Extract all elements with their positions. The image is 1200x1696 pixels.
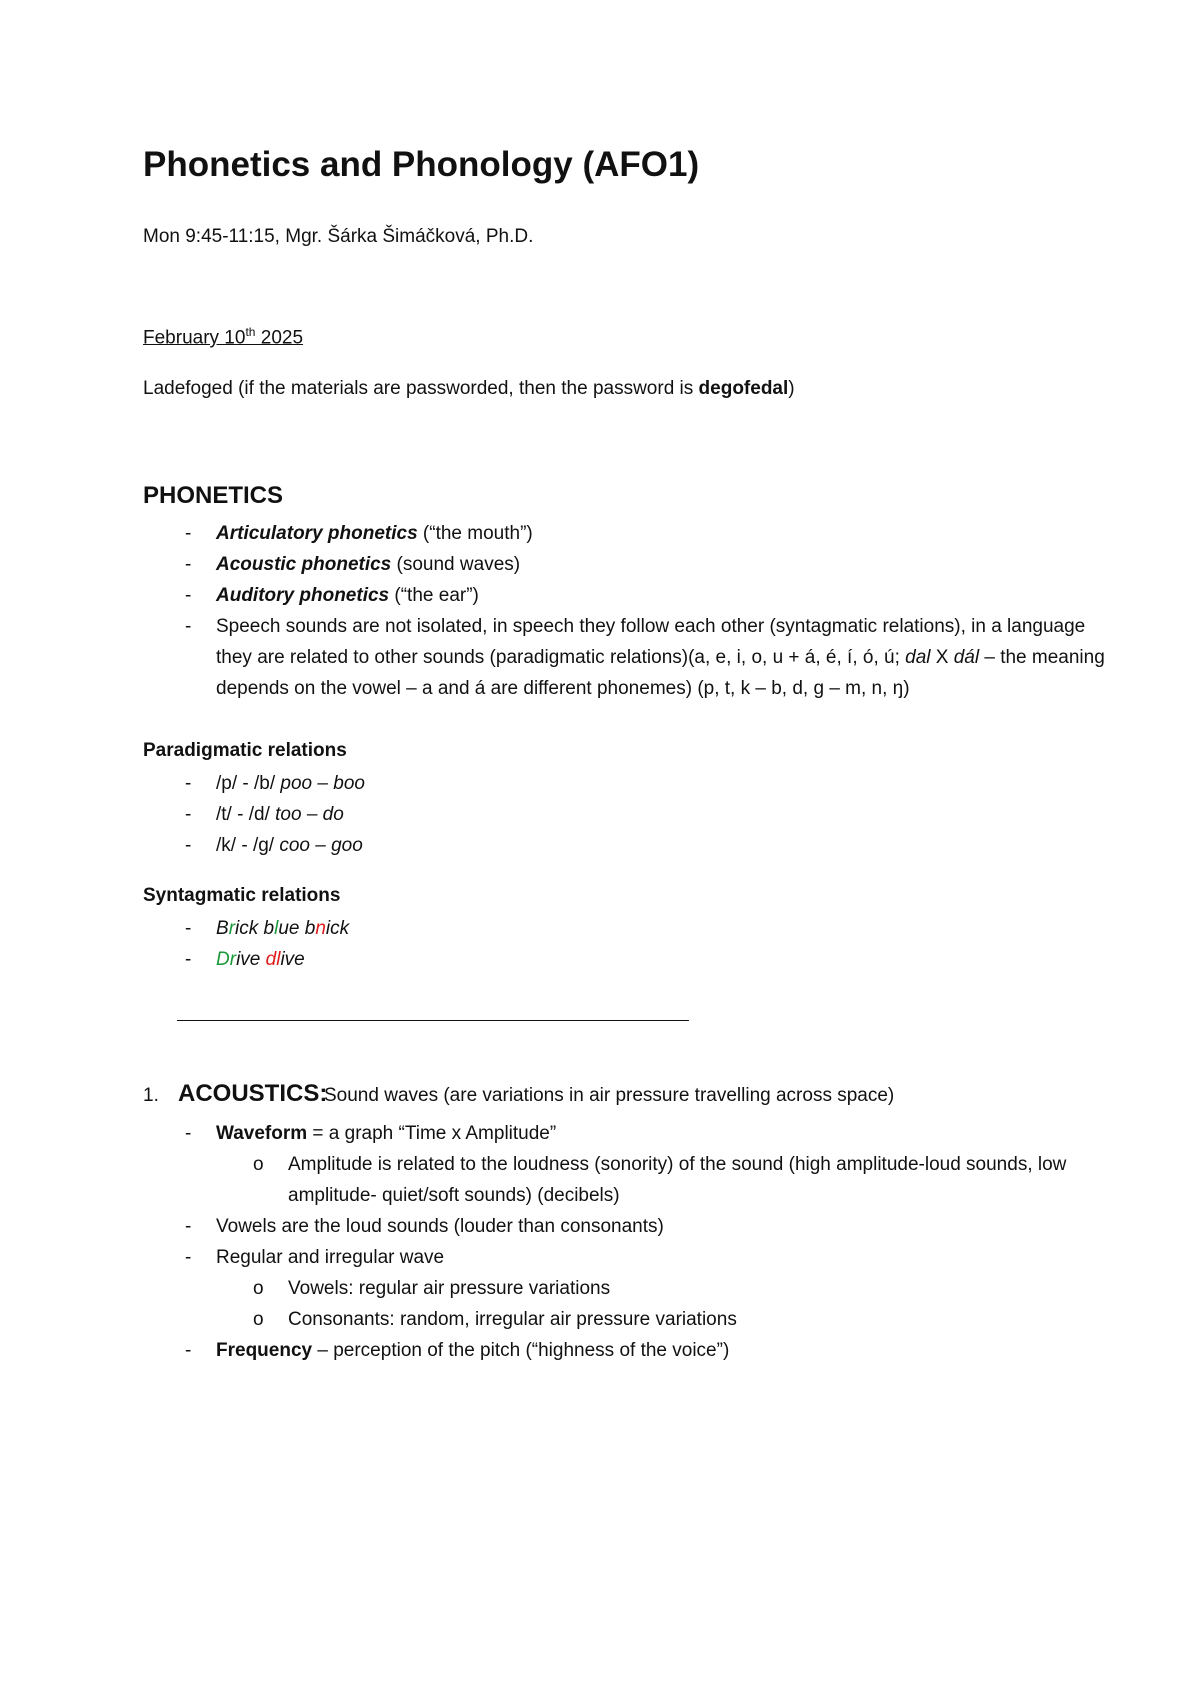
list-item: - Acoustic phonetics (sound waves) — [185, 554, 521, 575]
word-segment: ue — [278, 918, 305, 939]
lecture-date: February 10th 2025 — [143, 325, 304, 349]
list-item: - Brick blue bnick — [185, 918, 350, 939]
brick-blue-brick — [216, 918, 349, 939]
word-segment: d — [265, 949, 277, 970]
phonetics-list — [143, 518, 1121, 704]
acoustics-heading: ACOUSTICS: — [178, 1080, 328, 1107]
word-segment: n — [315, 918, 326, 939]
list-item: - Auditory phonetics (“the ear”) — [185, 585, 479, 606]
acoustics-list — [143, 1118, 1118, 1366]
sub-list-item: o Amplitude is related to the loudness (sonority) of the sound (high amplitude-loud sounds, low amplitude- quiet/soft sounds) (decibels) — [253, 1154, 1067, 1206]
word-segment: l — [274, 918, 279, 939]
paradigmatic-list — [143, 768, 365, 861]
word-segment: B — [216, 918, 229, 939]
list-item: - /t/ - /d/ too – do — [185, 804, 344, 825]
drive-dlive — [216, 949, 305, 970]
word-segment: r — [229, 949, 237, 970]
word-segment: r — [228, 918, 236, 939]
page-title: Phonetics and Phonology (AFO1) — [143, 145, 700, 184]
phonetics-heading: PHONETICS — [143, 482, 284, 509]
word-segment: b — [263, 918, 275, 939]
acoustics-definition: Sound waves (are variations in air pressure travelling across space) — [324, 1085, 895, 1106]
list-item: - /p/ - /b/ poo – boo — [185, 773, 365, 794]
paradigmatic-label: Paradigmatic relations — [143, 740, 347, 761]
list-item: - Drive dlive — [185, 949, 305, 970]
word-segment: D — [216, 949, 230, 970]
word-segment: ive — [280, 949, 305, 970]
word-segment: ive — [236, 949, 266, 970]
list-item: - Articulatory phonetics (“the mouth”) — [185, 523, 533, 544]
list-item: - /k/ - /g/ coo – goo — [185, 835, 363, 856]
word-segment: l — [276, 949, 281, 970]
list-item: - Waveform = a graph “Time x Amplitude” — [185, 1123, 557, 1144]
word-segment: ick — [325, 918, 350, 939]
syntagmatic-list — [143, 913, 349, 975]
word-segment: b — [304, 918, 316, 939]
word-segment: ick — [235, 918, 264, 939]
list-item: - Vowels are the loud sounds (louder than consonants) — [185, 1216, 664, 1237]
list-item: - Frequency – perception of the pitch (“highness of the voice”) — [185, 1340, 730, 1361]
list-item: - Regular and irregular wave — [185, 1247, 445, 1268]
syntagmatic-label: Syntagmatic relations — [143, 885, 341, 906]
divider — [177, 1020, 689, 1021]
ladefoged-note: Ladefoged (if the materials are passworded, then the password is degofedal) — [143, 378, 795, 399]
list-item: - Speech sounds are not isolated, in speech they follow each other (syntagmatic relations), in a language they are related to other sounds (paradigmatic relations)(a, e, i, o, u + á, é, í, ó, ú; dal X dál – the meaning depends on the vowel – a and á are different phonemes) (p, t, k – b, d, g – m, n, ŋ) — [185, 616, 1105, 699]
password: degofedal — [698, 378, 789, 399]
sub-list-item: o Consonants: random, irregular air pressure variations — [253, 1309, 737, 1330]
course-info: Mon 9:45-11:15, Mgr. Šárka Šimáčková, Ph.D. — [143, 226, 534, 247]
sub-list-item: o Vowels: regular air pressure variations — [253, 1278, 611, 1299]
section-number: 1. — [143, 1085, 159, 1106]
